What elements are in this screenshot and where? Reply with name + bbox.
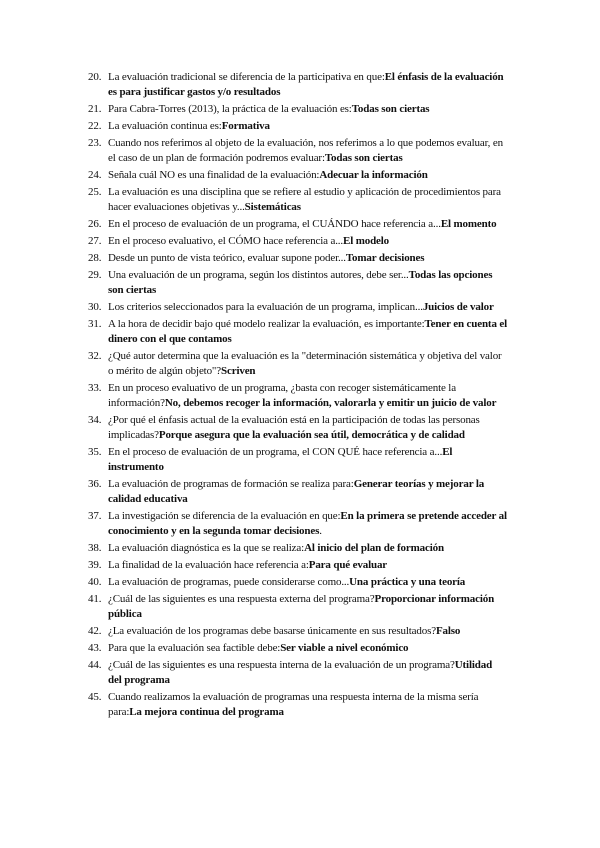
question-number: 43. bbox=[88, 642, 102, 654]
question-text: En el proceso de evaluación de un programa, el CUÁNDO hace referencia a... bbox=[108, 218, 441, 230]
question-item bbox=[88, 381, 508, 411]
answer-text: Adecuar la información bbox=[319, 169, 428, 181]
answer-text: Para qué evaluar bbox=[308, 559, 388, 571]
question-text: La finalidad de la evaluación hace referencia a: bbox=[108, 559, 309, 571]
question-text: Para Cabra-Torres (2013), la práctica de la evaluación es: bbox=[108, 103, 352, 115]
answer-text: Utilidad del programa bbox=[108, 659, 493, 686]
question-text: La evaluación tradicional se diferencia de la participativa en que: bbox=[108, 71, 385, 83]
question-item bbox=[88, 445, 508, 475]
answer-text: Generar teorías y mejorar la calidad educativa bbox=[108, 478, 485, 505]
question-text: La evaluación de programas de formación se realiza para: bbox=[108, 478, 354, 490]
answer-text: Scriven bbox=[221, 365, 256, 377]
question-number: 45. bbox=[88, 691, 102, 703]
question-number: 24. bbox=[88, 169, 102, 181]
answer-text: Porque asegura que la evaluación sea útil, democrática y de calidad bbox=[158, 429, 465, 441]
question-number: 26. bbox=[88, 218, 102, 230]
question-item bbox=[88, 575, 508, 590]
answer-text: El énfasis de la evaluación es para justificar gastos y/o resultados bbox=[108, 71, 504, 98]
answer-tail: . bbox=[319, 525, 322, 537]
question-item bbox=[88, 477, 508, 507]
question-text: Para que la evaluación sea factible debe: bbox=[108, 642, 281, 654]
answer-text: Tener en cuenta el dinero con el que contamos bbox=[108, 318, 508, 345]
question-number: 41. bbox=[88, 593, 102, 605]
question-text: Los criterios seleccionados para la evaluación de un programa, implican... bbox=[108, 301, 423, 313]
question-item bbox=[88, 168, 508, 183]
answer-text: En la primera se pretende acceder al conocimiento y en la segunda tomar decisiones bbox=[108, 510, 507, 537]
question-number: 38. bbox=[88, 542, 102, 554]
question-item bbox=[88, 541, 508, 556]
question-item bbox=[88, 185, 508, 215]
answer-text: Formativa bbox=[221, 120, 270, 132]
answer-text: Todas las opciones son ciertas bbox=[108, 269, 493, 296]
question-text: Cuando realizamos la evaluación de programas una respuesta interna de la misma sería para: bbox=[108, 691, 479, 718]
answer-text: Sistemáticas bbox=[244, 201, 301, 213]
question-text: La evaluación continua es: bbox=[108, 120, 222, 132]
question-item bbox=[88, 251, 508, 266]
question-number: 42. bbox=[88, 625, 102, 637]
question-text: Desde un punto de vista teórico, evaluar supone poder... bbox=[108, 252, 346, 264]
question-item bbox=[88, 317, 508, 347]
answer-text: Tomar decisiones bbox=[345, 252, 425, 264]
question-text: Señala cuál NO es una finalidad de la evaluación: bbox=[108, 169, 320, 181]
question-text: La investigación se diferencia de la evaluación en que: bbox=[108, 510, 341, 522]
question-number: 28. bbox=[88, 252, 102, 264]
question-item bbox=[88, 592, 508, 622]
answer-text: Todas son ciertas bbox=[351, 103, 430, 115]
question-text: En un proceso evaluativo de un programa, ¿basta con recoger sistemáticamente la información? bbox=[108, 382, 456, 409]
question-item bbox=[88, 509, 508, 539]
question-number: 25. bbox=[88, 186, 102, 198]
question-item bbox=[88, 268, 508, 298]
question-text: La evaluación de programas, puede considerarse como... bbox=[108, 576, 350, 588]
question-item bbox=[88, 690, 508, 720]
question-number: 23. bbox=[88, 137, 102, 149]
answer-text: Ser viable a nivel económico bbox=[280, 642, 409, 654]
question-text: La evaluación es una disciplina que se refiere al estudio y aplicación de procedimientos para hacer evaluaciones objetivas y... bbox=[108, 186, 501, 213]
question-number: 35. bbox=[88, 446, 102, 458]
question-item bbox=[88, 558, 508, 573]
question-number: 33. bbox=[88, 382, 102, 394]
answer-text: Una práctica y una teoría bbox=[349, 576, 466, 588]
answer-text: El instrumento bbox=[108, 446, 453, 473]
question-item bbox=[88, 217, 508, 232]
question-text: Una evaluación de un programa, según los distintos autores, debe ser... bbox=[108, 269, 409, 281]
question-number: 39. bbox=[88, 559, 102, 571]
answer-text: Juicios de valor bbox=[422, 301, 494, 313]
question-item bbox=[88, 234, 508, 249]
question-item bbox=[88, 136, 508, 166]
question-number: 22. bbox=[88, 120, 102, 132]
question-number: 31. bbox=[88, 318, 102, 330]
question-item bbox=[88, 658, 508, 688]
question-text: ¿La evaluación de los programas debe basarse únicamente en sus resultados? bbox=[108, 625, 436, 637]
question-item bbox=[88, 70, 508, 100]
question-text: La evaluación diagnóstica es la que se realiza: bbox=[108, 542, 305, 554]
answer-text: No, debemos recoger la información, valorarla y emitir un juicio de valor bbox=[164, 397, 497, 409]
question-item bbox=[88, 641, 508, 656]
answer-text: Todas son ciertas bbox=[324, 152, 403, 164]
question-item bbox=[88, 119, 508, 134]
question-number: 44. bbox=[88, 659, 102, 671]
answer-text: Al inicio del plan de formación bbox=[304, 542, 444, 554]
question-item bbox=[88, 300, 508, 315]
question-text: En el proceso evaluativo, el CÓMO hace referencia a... bbox=[108, 235, 344, 247]
question-number: 34. bbox=[88, 414, 102, 426]
answer-text: El momento bbox=[440, 218, 497, 230]
answer-text: Proporcionar información pública bbox=[108, 593, 495, 620]
question-text: ¿Cuál de las siguientes es una respuesta interna de la evaluación de un programa? bbox=[108, 659, 455, 671]
question-number: 29. bbox=[88, 269, 102, 281]
question-text: ¿Cuál de las siguientes es una respuesta externa del programa? bbox=[108, 593, 375, 605]
answer-text: La mejora continua del programa bbox=[129, 706, 284, 718]
answer-text: El modelo bbox=[343, 235, 390, 247]
question-number: 27. bbox=[88, 235, 102, 247]
question-text: ¿Por qué el énfasis actual de la evaluación está en la participación de todas las personas implicadas? bbox=[108, 414, 480, 441]
question-number: 32. bbox=[88, 350, 102, 362]
question-text: En el proceso de evaluación de un programa, el CON QUÉ hace referencia a... bbox=[108, 446, 443, 458]
question-number: 20. bbox=[88, 71, 102, 83]
question-text: ¿Qué autor determina que la evaluación es la "determinación sistemática y objetiva del valor o mérito de algún objeto"? bbox=[108, 350, 502, 377]
question-number: 36. bbox=[88, 478, 102, 490]
question-number: 21. bbox=[88, 103, 102, 115]
question-item bbox=[88, 102, 508, 117]
answer-text: Falso bbox=[435, 625, 461, 637]
question-item bbox=[88, 413, 508, 443]
question-item bbox=[88, 624, 508, 639]
question-number: 40. bbox=[88, 576, 102, 588]
question-item bbox=[88, 349, 508, 379]
question-text: Cuando nos referimos al objeto de la evaluación, nos referimos a lo que podemos evaluar, en el caso de un plan de formación podremos evaluar: bbox=[108, 137, 503, 164]
question-number: 30. bbox=[88, 301, 102, 313]
question-text: A la hora de decidir bajo qué modelo realizar la evaluación, es importante: bbox=[108, 318, 425, 330]
question-list bbox=[88, 70, 508, 722]
question-number: 37. bbox=[88, 510, 102, 522]
